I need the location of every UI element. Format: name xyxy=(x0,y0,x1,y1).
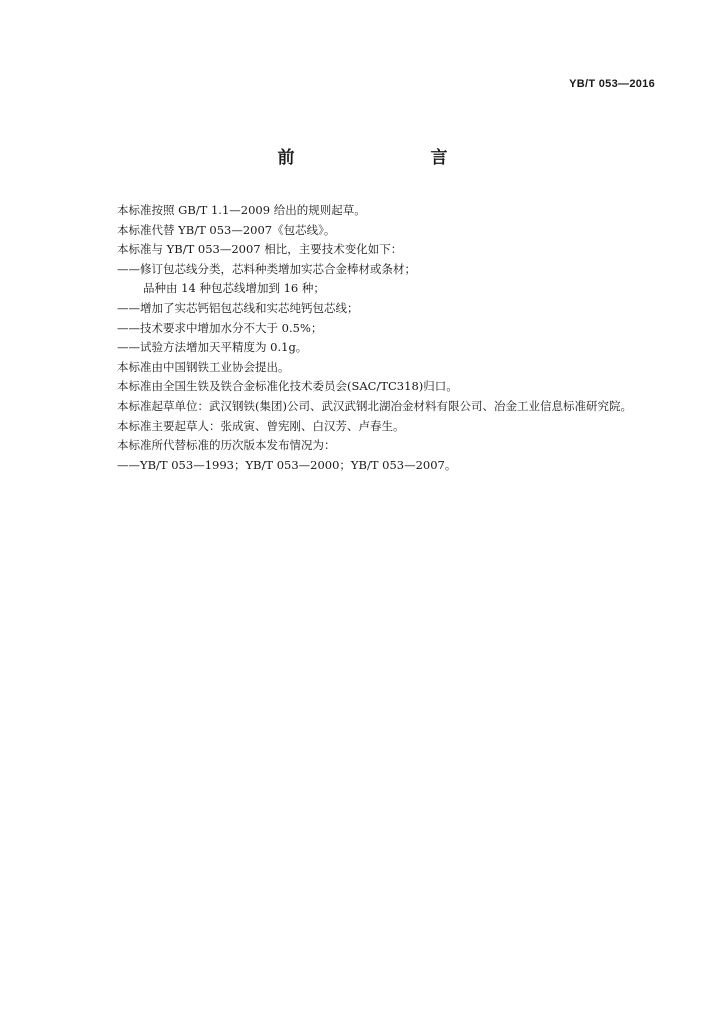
change-item-classification: ——修订包芯线分类，芯料种类增加实芯合金棒材或条材； xyxy=(117,261,416,276)
change-item-moisture: ——技术要求中增加水分不大于 0.5%； xyxy=(117,320,323,335)
paragraph-administered-by: 本标准由全国生铁及铁合金标准化技术委员会(SAC/TC318)归口。 xyxy=(117,379,458,394)
paragraph-proposed-by: 本标准由中国钢铁工业协会提出。 xyxy=(117,359,290,374)
paragraph-drafting-units: 本标准起草单位：武汉钢铁(集团)公司、武汉武钢北湖冶金材料有限公司、冶金工业信息标准研究院。 xyxy=(117,398,632,413)
change-item-balance: ——试验方法增加天平精度为 0.1g。 xyxy=(117,340,308,355)
paragraph-drafters: 本标准主要起草人：张成寅、曾宪刚、白汉芳、卢春生。 xyxy=(117,418,405,433)
paragraph-history-list: ——YB/T 053—1993；YB/T 053—2000；YB/T 053—2007。 xyxy=(117,457,457,472)
paragraph-replaces: 本标准代替 YB/T 053—2007《包芯线》。 xyxy=(117,222,336,237)
paragraph-drafting-rules: 本标准按照 GB/T 1.1—2009 给出的规则起草。 xyxy=(117,203,366,217)
standard-code-header: YB/T 053—2016 xyxy=(569,78,655,90)
paragraph-changes-intro: 本标准与 YB/T 053—2007 相比，主要技术变化如下： xyxy=(117,242,403,257)
change-item-added-types: ——增加了实芯钙铝包芯线和实芯纯钙包芯线； xyxy=(117,300,359,315)
change-item-classification-cont: 品种由 14 种包芯线增加到 16 种； xyxy=(143,281,325,296)
foreword-body xyxy=(117,201,662,475)
page-title: 前 言 xyxy=(277,148,482,168)
paragraph-history-intro: 本标准所代替标准的历次版本发布情况为： xyxy=(117,438,336,453)
